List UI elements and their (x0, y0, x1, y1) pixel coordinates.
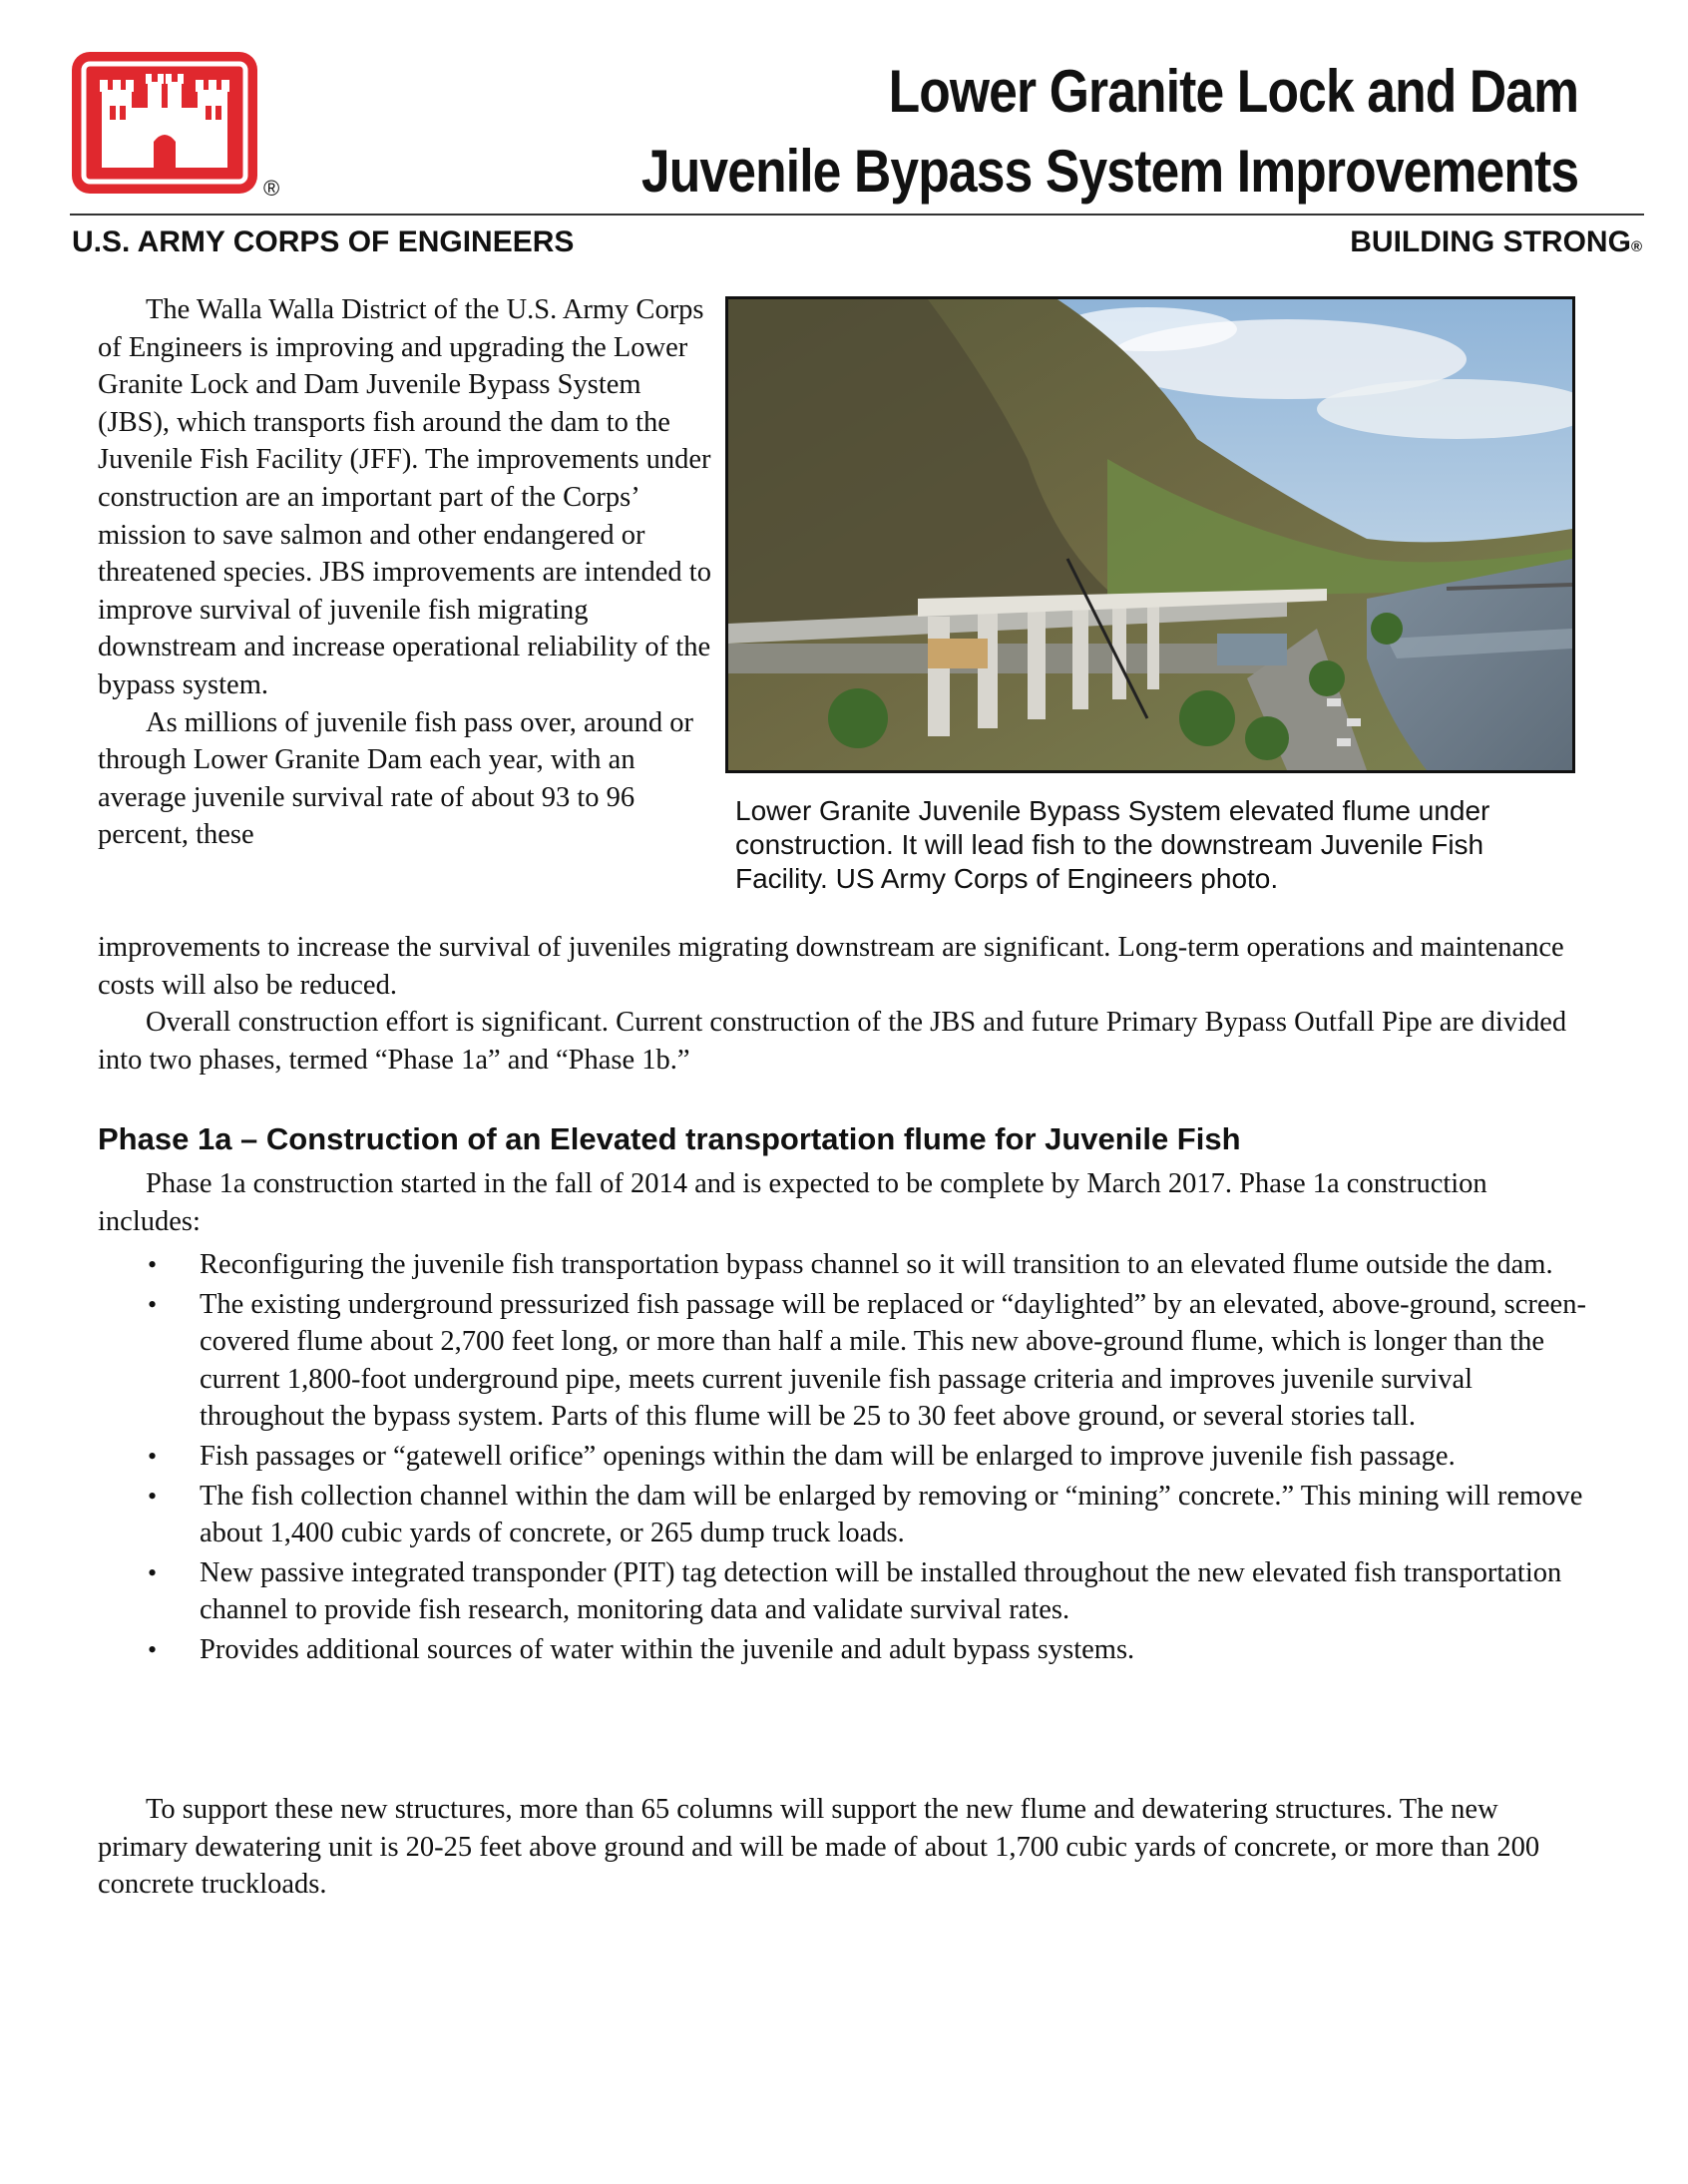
motto-registered-mark: ® (1630, 238, 1642, 255)
phase-1a-intro-text: Phase 1a construction started in the fall of 2014 and is expected to be complete by March 2017. Phase 1a construction includes: (98, 1168, 1487, 1237)
photo-caption: Lower Granite Juvenile Bypass System elevated flume under construction. It will lead fish to the downstream Juvenile Fish Facility. US Army Corps of Engineers photo. (735, 795, 1490, 894)
usace-castle-logo (70, 50, 259, 196)
intro-paragraph-2b: improvements to increase the survival of juveniles migrating downstream are significant. Long-term operations and maintenance costs will also be reduced. (98, 932, 1564, 1001)
flume-construction-photo (728, 299, 1572, 770)
bullet-icon: • (148, 1557, 158, 1587)
castle-logo-icon (70, 50, 259, 196)
motto-text: BUILDING STRONG (1350, 225, 1631, 258)
list-item (148, 1246, 1586, 1284)
page-title (641, 52, 1578, 212)
intro-continuation (98, 929, 1594, 1079)
phase-1a-bullet-list (148, 1246, 1586, 1671)
phase-1a-closing-text: To support these new structures, more than 65 columns will support the new flume and dewatering structures. The new primary dewatering unit is 20-25 feet above ground and will be made of about 1,700 cubic yards of concrete, or more than 200 concrete truckloads. (98, 1794, 1540, 1901)
list-item-text: Reconfiguring the juvenile fish transportation bypass channel so it will transition to an elevated flume outside the dam. (200, 1249, 1553, 1280)
header-rule (70, 214, 1644, 216)
title-line-2: Juvenile Bypass System Improvements (640, 138, 1578, 205)
org-name: U.S. ARMY CORPS OF ENGINEERS (72, 225, 575, 258)
list-item-text: Fish passages or “gatewell orifice” openings within the dam will be enlarged to improve juvenile fish passage. (200, 1440, 1456, 1472)
list-item-text: The existing underground pressurized fish passage will be replaced or “daylighted” by an elevated, above-ground, screen-covered flume about 2,700 feet long, or more than half a mile. This new above-ground flume, which is longer than the current 1,800-foot underground pipe, meets current juvenile fish passage criteria and improves juvenile survival throughout the bypass system. Parts of this flume will be 25 to 30 feet above ground, or several stories tall. (200, 1288, 1586, 1433)
bullet-icon: • (148, 1441, 158, 1471)
phase-1a-heading: Phase 1a – Construction of an Elevated transportation flume for Juvenile Fish (98, 1121, 1241, 1156)
list-item (148, 1286, 1586, 1436)
title-line-1: Lower Granite Lock and Dam (888, 58, 1578, 125)
list-item-text: The fish collection channel within the dam will be enlarged by removing or “mining” concrete.” This mining will remove about 1,400 cubic yards of concrete, or 265 dump truck loads. (200, 1480, 1583, 1549)
motto (1350, 225, 1642, 259)
list-item (148, 1438, 1586, 1476)
bullet-icon: • (148, 1289, 158, 1319)
registered-mark: ® (263, 176, 280, 201)
intro-paragraph-3: Overall construction effort is significant. Current construction of the JBS and future Primary Bypass Outfall Pipe are divided into two phases, termed “Phase 1a” and “Phase 1b.” (98, 1007, 1567, 1076)
phase-1a-intro (98, 1165, 1594, 1240)
phase-1a-closing (98, 1791, 1594, 1904)
list-item (148, 1631, 1586, 1669)
list-item (148, 1554, 1586, 1629)
bullet-icon: • (148, 1481, 158, 1511)
bullet-icon: • (148, 1250, 158, 1279)
construction-photo (725, 296, 1575, 773)
intro-paragraph-2a: As millions of juvenile fish pass over, around or through Lower Granite Dam each year, with an average juvenile survival rate of about 93 to 96 percent, these (98, 706, 693, 851)
intro-column (98, 291, 716, 854)
list-item (148, 1478, 1586, 1552)
bullet-icon: • (148, 1634, 158, 1664)
intro-paragraph-1: The Walla Walla District of the U.S. Army Corps of Engineers is improving and upgrading the Lower Granite Lock and Dam Juvenile Bypass System (JBS), which transports fish around the dam to the Juvenile Fish Facility (JFF). The improvements under construction are an important part of the Corps’ mission to save salmon and other endangered or threatened species. JBS improvements are intended to improve survival of juvenile fish migrating downstream and increase operational reliability of the bypass system. (98, 294, 711, 700)
list-item-text: New passive integrated transponder (PIT) tag detection will be installed throughout the new elevated fish transportation channel to provide fish research, monitoring data and validate survival rates. (200, 1556, 1562, 1626)
list-item-text: Provides additional sources of water within the juvenile and adult bypass systems. (200, 1633, 1135, 1665)
